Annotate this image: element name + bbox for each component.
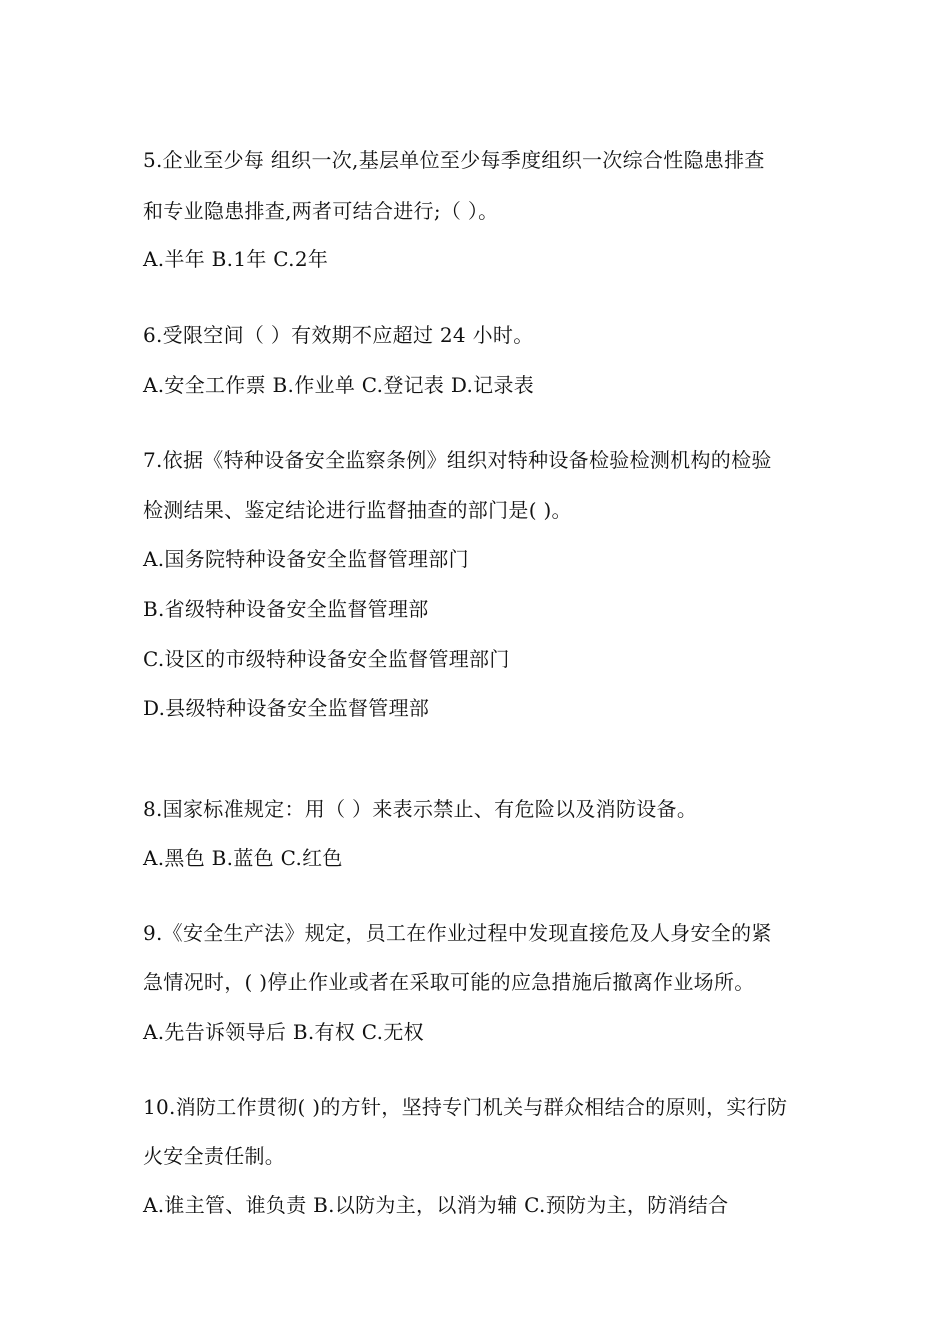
question-5-text-line-2: 和专业隐患排查,两者可结合进行;（ ）。	[143, 199, 499, 223]
question-7-option-c: C.设区的市级特种设备安全监督管理部门	[143, 647, 510, 671]
question-7-option-a: A.国务院特种设备安全监督管理部门	[143, 547, 469, 571]
question-8-text: 8.国家标准规定：用（ ）来表示禁止、有危险以及消防设备。	[143, 797, 698, 821]
question-10-options: A.谁主管、谁负责 B.以防为主，以消为辅 C.预防为主，防消结合	[143, 1193, 729, 1217]
question-5-text-line-1: 5.企业至少每 组织一次,基层单位至少每季度组织一次综合性隐患排查	[143, 148, 765, 172]
question-7-option-d: D.县级特种设备安全监督管理部	[143, 696, 430, 720]
question-10-text-line-1: 10.消防工作贯彻( )的方针，坚持专门机关与群众相结合的原则，实行防	[143, 1095, 788, 1119]
question-10-text-line-2: 火安全责任制。	[143, 1144, 286, 1168]
question-7-option-b: B.省级特种设备安全监督管理部	[143, 597, 429, 621]
question-8-options: A.黑色 B.蓝色 C.红色	[143, 846, 343, 870]
question-9-text-line-1: 9.《安全生产法》规定，员工在作业过程中发现直接危及人身安全的紧	[143, 921, 772, 945]
question-6-options: A.安全工作票 B.作业单 C.登记表 D.记录表	[143, 373, 535, 397]
question-9-options: A.先告诉领导后 B.有权 C.无权	[143, 1020, 424, 1044]
question-7-text-line-2: 检测结果、鉴定结论进行监督抽查的部门是( )。	[143, 498, 572, 522]
question-5-options: A.半年 B.1年 C.2年	[143, 247, 329, 271]
question-9-text-line-2: 急情况时，( )停止作业或者在采取可能的应急措施后撤离作业场所。	[143, 970, 755, 994]
question-7-text-line-1: 7.依据《特种设备安全监察条例》组织对特种设备检验检测机构的检验	[143, 448, 772, 472]
question-6-text: 6.受限空间（ ）有效期不应超过 24 小时。	[143, 323, 534, 347]
